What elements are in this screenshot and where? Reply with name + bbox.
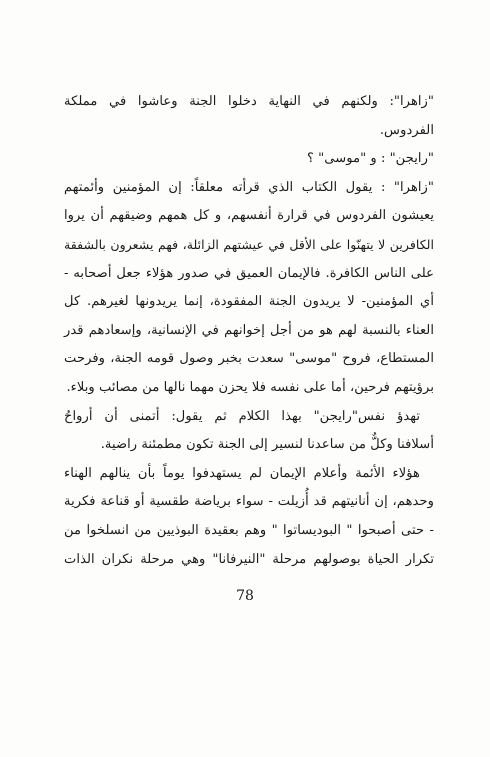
body-text bbox=[64, 88, 434, 574]
text-line: تهدؤ نفس"رايجن" بهذا الكلام ثم يقول: أتمنى أن أرواحُ bbox=[64, 408, 420, 424]
text-line: برؤيتهم فرحين، أما على نفسه فلا يحزن مهما نالها من مصائب وبلاء. bbox=[66, 379, 434, 395]
text-line: يعيشون الفردوس في قرارة أنفسهم، و كل همهم وضيقهم أن يروا bbox=[64, 208, 434, 224]
text-line: تكرار الحياة بوصولهم مرحلة "النيرفانا" وهي مرحلة نكران الذات bbox=[64, 551, 434, 567]
paragraph bbox=[64, 460, 434, 574]
text-line: "زاهرا": ولكنهم في النهاية دخلوا الجنة وعاشوا في مملكة bbox=[64, 94, 434, 109]
text-line: - حتى أصبحوا " البوديساتوا " وهم بعقيدة البوذيين من انسلخوا من bbox=[64, 522, 434, 538]
paragraph bbox=[64, 145, 434, 174]
page-number: 78 bbox=[236, 588, 254, 604]
text-line: العناء بالنسبة لهم هو من أجل إخوانهم في الإنسانية، وإسعادهم قدر bbox=[64, 322, 434, 338]
text-line: الكافرين لا يتهنّوا على الأقل في عيشتهم الزائلة، فهم يشعرون بالشفقة bbox=[64, 236, 434, 252]
paragraph bbox=[64, 88, 434, 145]
text-line: "زاهرا" : يقول الكتاب الذي قرأته معلقاً: إن المؤمنين وأئمتهم bbox=[64, 179, 434, 195]
text-line: الفردوس. bbox=[379, 122, 434, 138]
text-line: المستطاع، فروح "موسى" سعدت بخبر وصول قومه الجنة، وفرحت bbox=[64, 351, 434, 367]
text-line: "رايجن" : و "موسى" ؟ bbox=[306, 151, 434, 167]
text-line: هؤلاء الأئمة وأعلام الإيمان لم يستهدفوا يوماً بأن ينالهم الهناء bbox=[64, 465, 420, 481]
text-line: أي المؤمنين- لا يريدون الجنة المفقودة، إنما يريدونها لغيرهم. كل bbox=[64, 294, 434, 310]
text-line: أسلافنا وكلٌّ من ساعدنا لنسير إلى الجنة تكون مطمئنة راضية. bbox=[100, 437, 434, 453]
text-line: وحدهم، إن أنانيتهم قد أُزيلت - سواء برياضة طقسية أو قناعة فكرية bbox=[64, 494, 434, 510]
paragraph bbox=[64, 403, 434, 460]
text-line: على الناس الكافرة. فالإيمان العميق في صدور هؤلاء جعل أصحابه - bbox=[64, 265, 434, 281]
paragraph bbox=[64, 174, 434, 403]
